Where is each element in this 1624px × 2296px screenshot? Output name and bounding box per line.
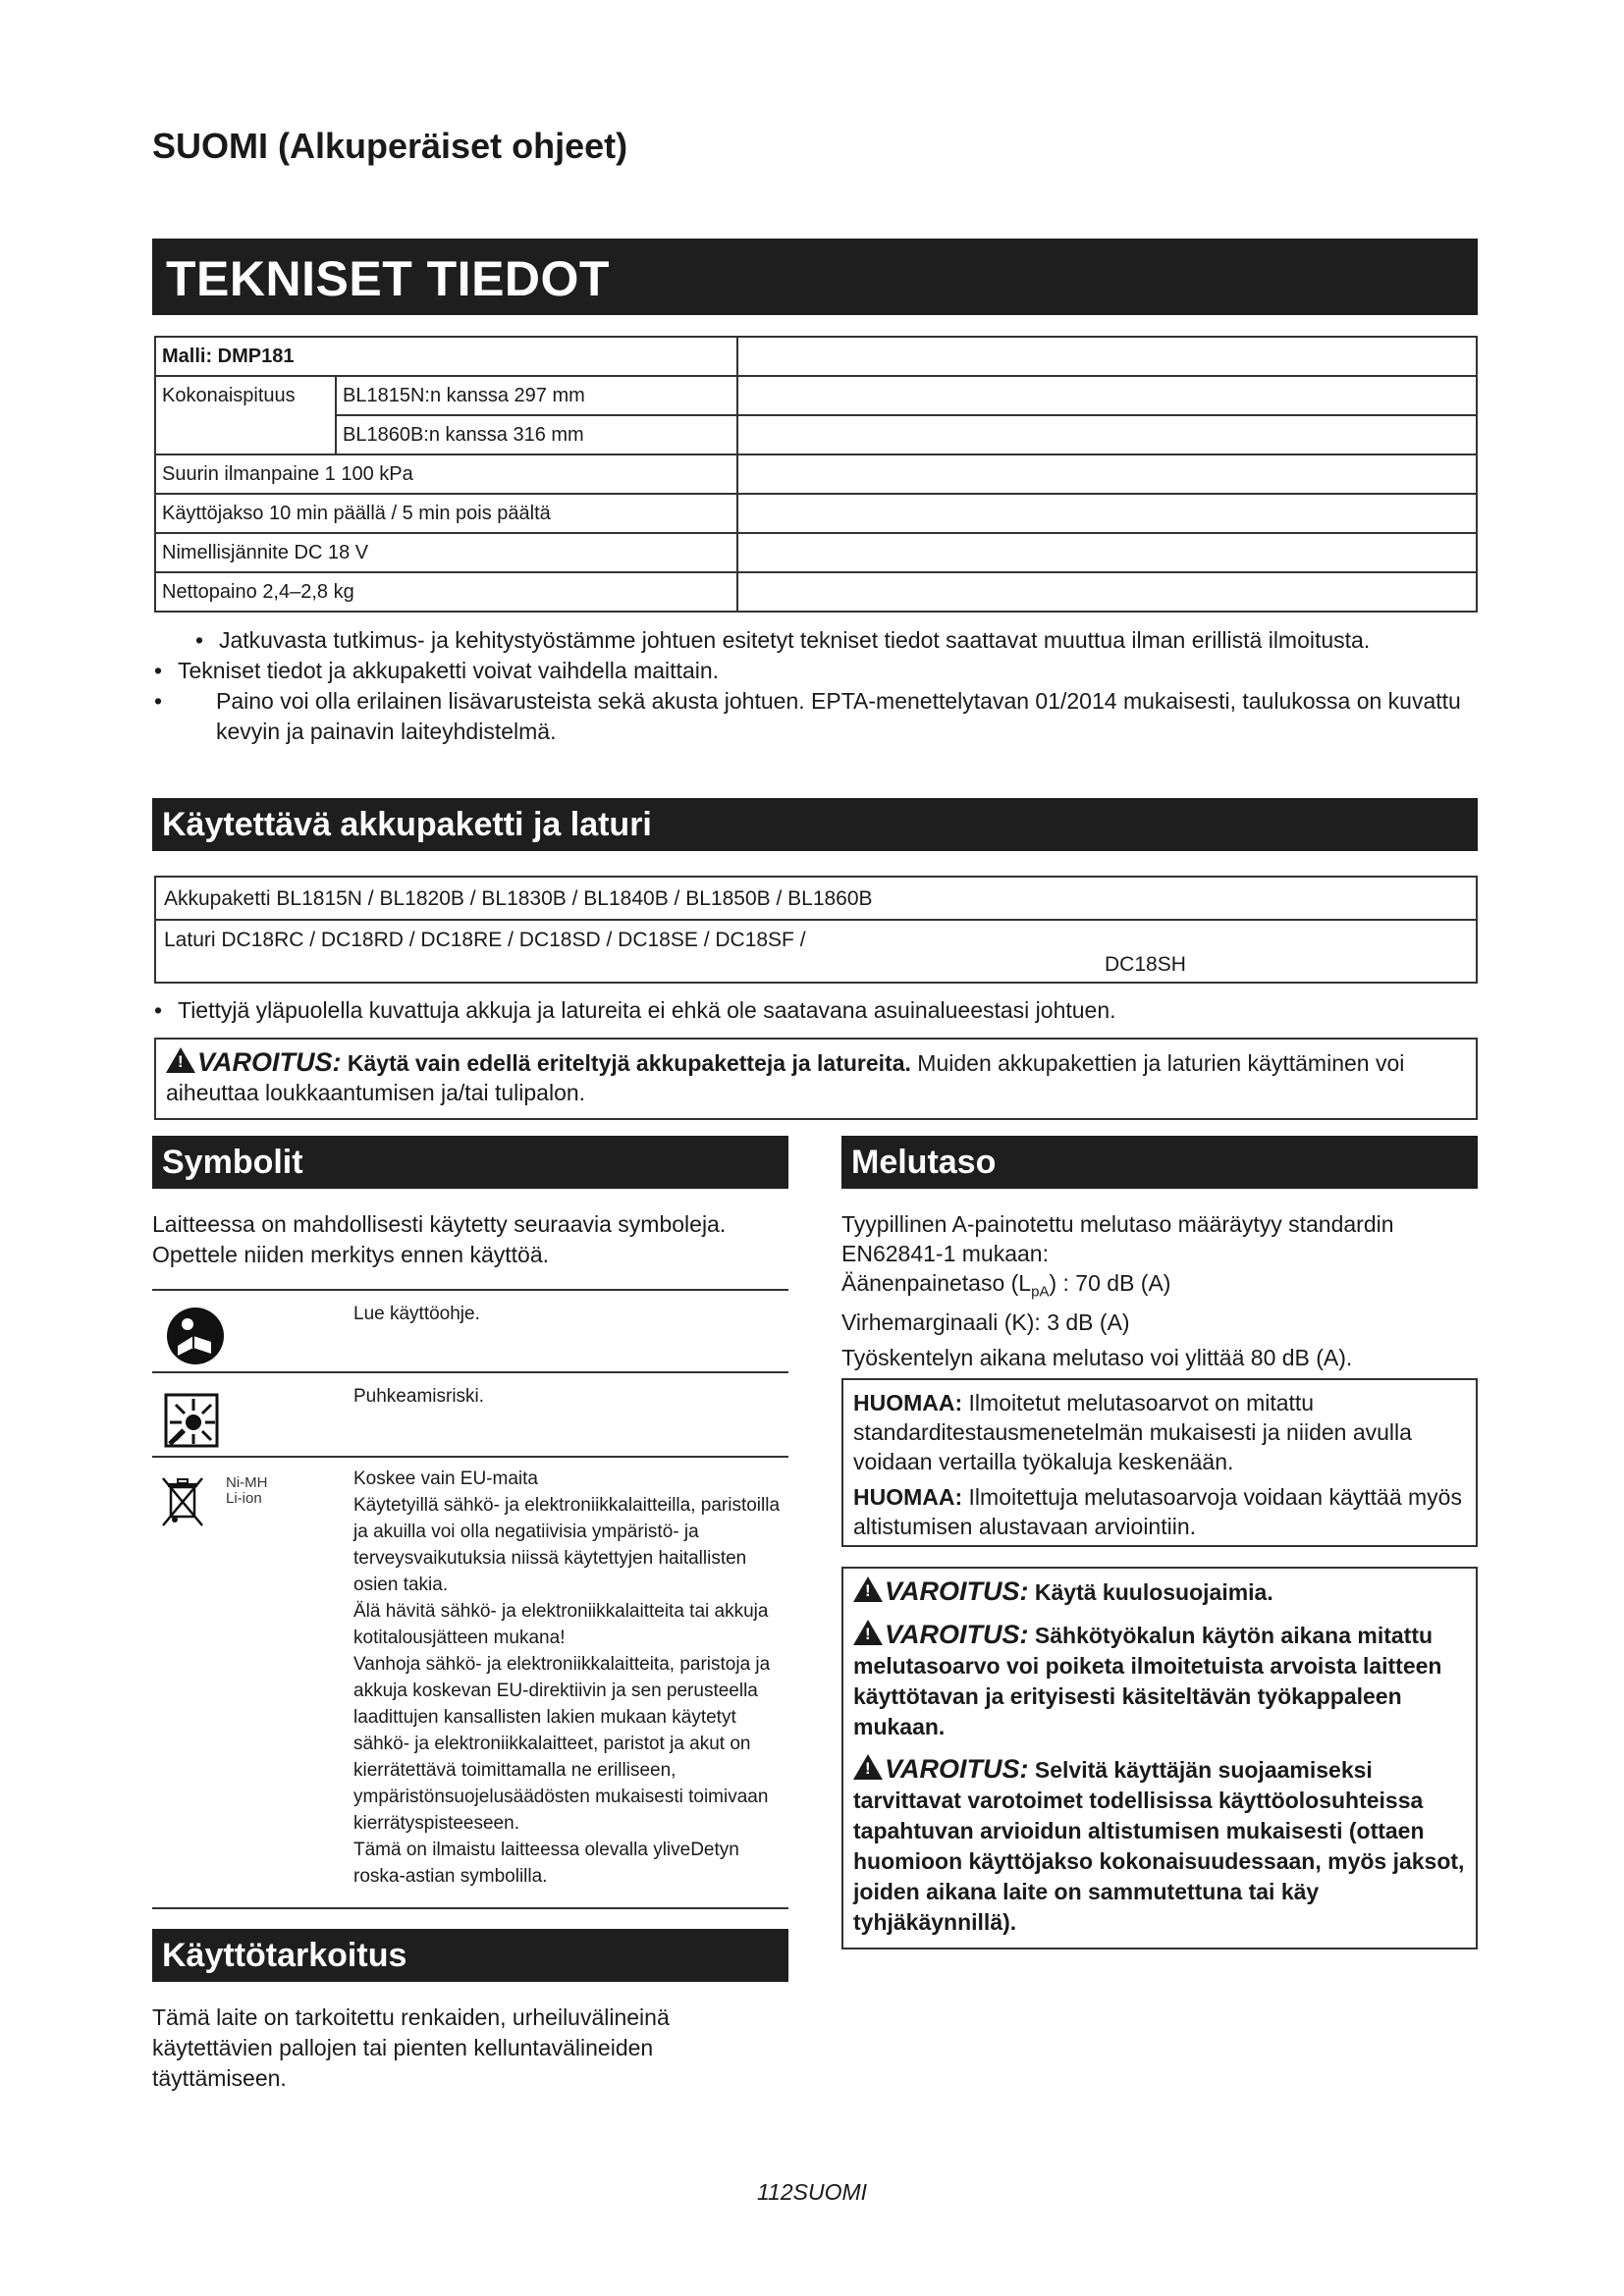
charger-value-2: DC18SH [1105,953,1186,976]
list-item: • Tiettyjä yläpuolella kuvattuja akkuja ja latureita ei ehkä ole saatavana asuinalueestasi johtuen. [154,997,1116,1023]
list-item: • Tekniset tiedot ja akkupaketti voivat vaihdella maittain. [154,658,720,683]
purpose-title: Käyttötarkoitus [152,1929,788,1982]
spec-row-cell [155,533,737,572]
noise-uncertainty: Virhemarginaali (K): 3 dB (A) [841,1308,1130,1335]
warning-text: Muiden akkupakettien ja laturien käyttäminen voi aiheuttaa loukkaantumisen ja/tai tulipalon. [166,1050,1405,1105]
spec-label [155,415,336,454]
noise-warning-1: !VAROITUS: Käytä kuulosuojaimia. [853,1576,1466,1608]
list-item: • Paino voi olla erilainen lisävarusteista sekä akusta johtuen. EPTA-menettelytavan 01/2014 mukaisesti, taulukossa on kuvattu kevyin ja painavin laiteyhdistelmä. [154,688,1461,744]
noise-info [841,1209,1478,1372]
burst-risk-icon [164,1393,219,1453]
spec-value: BL1815N:n kanssa 297 mm [336,376,737,415]
noise-lpa: Äänenpainetaso $(L_{pA})$ : 70 dB (A) [841,1270,1171,1301]
spec-label: Kokonaispituus [155,376,336,415]
symbol-row [152,1289,788,1373]
symbols-intro: Laitteessa on mahdollisesti käytetty seuraavia symboleja. Opettele niiden merkitys ennen käyttöä. [152,1211,727,1267]
table-row [155,376,1477,415]
empty-cell [737,415,1477,454]
weee-text: Koskee vain EU-maita Käytetyillä sähkö- ja elektroniikkalaitteilla, paristoilla ja akuilla voi olla negatiivisia ympäristö- ja terveysvaikutuksia niissä käytettyjen haitallisten osien takia. Älä hävitä sähkö- ja elektroniikkalaitteita tai akkuja kotitalousjätteen mukana! Vanhoja sähkö- ja elektroniikkalaitteita, paristoja ja akkuja koskevan EU-direktiivin ja sen perusteella laadittujen kansallisten lakien mukaan käytetyt sähkö- ja elektroniikkalaitteet, paristot ja akut on kierrätettävä toimittamalla ne erilliseen, ympäristönsuojelusäädösten mukaisesti toimivaan kierrätyspisteeseen. Tämä on ilmaistu laitteessa olevalla yliveDetyn roska-astian symbolilla. [353,1468,781,1887]
page-number: 112SUOMI [756,2179,868,2205]
symbol-row [152,1456,788,1909]
symbol-text: Puhkeamisriski. [353,1386,485,1407]
warning-label: VAROITUS: [197,1047,342,1077]
charger-value: DC18RC / DC18RD / DC18RE / DC18SD / DC18SE / DC18SF / [221,929,806,951]
noise-intro: Tyypillinen A-painotettu melutaso määräytyy standardin EN62841-1 mukaan: [841,1211,1394,1266]
battery-note [154,995,1470,1026]
battery-table [154,876,1478,984]
warning-icon [166,1047,195,1073]
table-row [155,533,1477,572]
battery-chem-labels: Ni-MH Li-ion [226,1474,268,1507]
symbol-text: Lue käyttöohje. [353,1304,480,1324]
spec-value: 1 100 kPa [324,462,413,485]
symbol-row [152,1371,788,1458]
empty-cell [737,337,1477,376]
model-cell: Malli: DMP181 [155,337,737,376]
spec-value: BL1860B:n kanssa 316 mm [336,415,737,454]
empty-cell [737,572,1477,612]
spec-notes [154,625,1470,747]
symbols-title: Symbolit [152,1136,788,1189]
table-row [155,415,1477,454]
spec-row-cell [155,454,737,494]
list-item: • Jatkuvasta tutkimus- ja kehitystyöstämme johtuen esitetyt tekniset tiedot saattavat muuttua ilman erillistä ilmoitusta. [195,627,1371,653]
warning-icon [853,1620,883,1645]
spec-row-cell [155,494,737,533]
noise-exceed: Työskentelyn aikana melutaso voi ylittää 80 dB (A). [841,1344,1353,1370]
spec-label: Käyttöjakso [162,502,264,524]
spec-value: 10 min päällä / 5 min pois päältä [268,502,551,524]
specs-table [154,336,1478,613]
spec-label: Nettopaino [162,580,257,603]
read-manual-icon [166,1307,225,1370]
purpose-text: Tämä laite on tarkoitettu renkaiden, urheiluvälineinä käytettävien pallojen tai pienten kelluntavälineiden täyttämiseen. [152,2004,670,2091]
spec-label: Nimellisjännite [162,541,289,563]
warning-icon [853,1576,883,1602]
weee-bin-icon [160,1475,205,1533]
specs-title: TEKNISET TIEDOT [152,239,1478,315]
warning-bold: Käytä vain edellä eriteltyjä akkupaketteja ja latureita. [347,1050,911,1076]
noise-warning-3: !VAROITUS: Selvitä käyttäjän suojaamiseksi tarvittavat varotoimet todellisissa käyttöolosuhteissa tapahtuvan arvioidun altistumisen mukaisesti (ottaen huomioon käyttöjakso kokonaisuudessaan, myös jaksot, joiden aikana laite on sammutettuna tai käy tyhjäkäynnillä). [853,1754,1466,1938]
divider [156,919,1476,921]
note-2: HUOMAA: Ilmoitettuja melutasoarvoja voidaan käyttää myös altistumisen alustavaan arviointiin. [853,1484,1462,1539]
pack-value: BL1815N / BL1820B / BL1830B / BL1840B / BL1850B / BL1860B [276,887,873,910]
noise-warning-2: !VAROITUS: Sähkötyökalun käytön aikana mitattu melutasoarvo voi poiketa ilmoitetuista arvoista laitteen käyttötavan ja erityisesti käsiteltävän työkappaleen mukaan. [853,1620,1466,1742]
spec-value: 2,4–2,8 kg [262,580,354,603]
spec-label: Suurin ilmanpaine [162,462,320,485]
warning-icon [853,1754,883,1780]
spec-row-cell [155,572,737,612]
noise-warnings [841,1567,1478,1949]
pack-label: Akkupaketti [164,887,271,910]
battery-pack-row [164,887,873,911]
noise-notes [841,1378,1478,1547]
battery-title: Käytettävä akkupaketti ja laturi [152,798,1478,851]
charger-label: Laturi [164,929,216,951]
note-1: HUOMAA: Ilmoitetut melutasoarvot on mitattu standarditestausmenetelmän mukaisesti ja niiden avulla voidaan vertailla työkaluja keskenään. [853,1390,1412,1474]
language-title: SUOMI (Alkuperäiset ohjeet) [152,126,628,166]
empty-cell [737,376,1477,415]
empty-cell [737,494,1477,533]
table-row [155,572,1477,612]
table-row [155,494,1477,533]
charger-row [164,929,806,952]
empty-cell [737,454,1477,494]
table-row [155,454,1477,494]
noise-title: Melutaso [841,1136,1478,1189]
empty-cell [737,533,1477,572]
table-row [155,337,1477,376]
spec-value: DC 18 V [294,541,369,563]
battery-warning [154,1038,1478,1120]
